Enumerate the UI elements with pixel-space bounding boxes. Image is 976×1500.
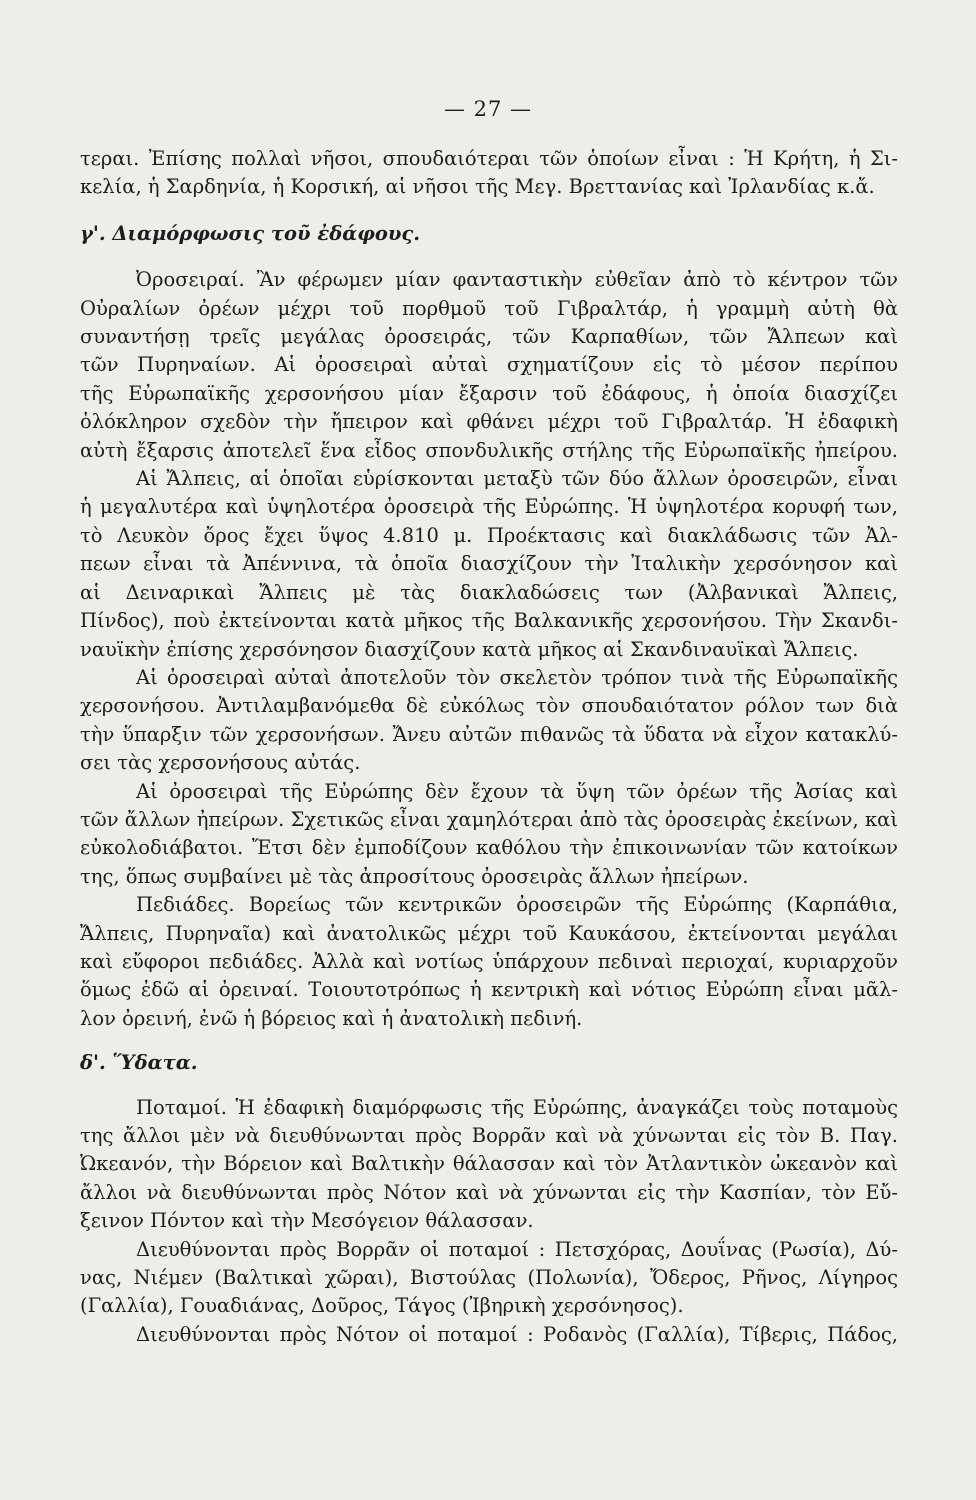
text-line: Πίνδος), ποὺ ἐκτείνονται κατὰ μῆκος τῆς Βαλκανικῆς χερσονήσου. Τὴν Σκανδι-: [80, 609, 898, 633]
text-line: τὴν ὕπαρξιν τῶν χερσονήσων. Ἄνευ αὐτῶν πιθανῶς τὰ ὕδατα νὰ εἶχον κατακλύ-: [80, 722, 898, 746]
text-line: Ἄλπεις, Πυρηναῖα) καὶ ἀνατολικῶς μέχρι τοῦ Καυκάσου, ἐκτείνονται μεγάλαι: [80, 921, 898, 945]
text-line: λον ὀρεινή, ἐνῶ ἡ βόρειος καὶ ἡ ἀνατολικὴ πεδινή.: [80, 1006, 583, 1030]
paragraph-south-rivers-start: Διευθύνονται πρὸς Νότον οἱ ποταμοί : Ροδανὸς (Γαλλία), Τίβερις, Πάδος,: [136, 1322, 898, 1346]
text-line: αἱ Δειναρικαὶ Ἄλπεις μὲ τὰς διακλαδώσεις των (Ἀλβανικαὶ Ἄλπεις,: [80, 580, 898, 604]
page-body: [80, 145, 898, 1349]
paragraph-skeleton-start: Αἱ ὀροσειραὶ αὐταὶ ἀποτελοῦν τὸν σκελετὸν τρόπον τινὰ τῆς Εὐρωπαϊκῆς: [136, 665, 898, 689]
paragraph-north-rivers-start: Διευθύνονται πρὸς Βορρᾶν οἱ ποταμοί : Πετσχόρας, Δουΐνας (Ρωσία), Δύ-: [136, 1237, 898, 1261]
text-line: αὐτὴ ἔξαρσις ἀποτελεῖ ἕνα εἶδος σπονδυλικῆς στήλης τῆς Εὐρωπαϊκῆς ἠπείρου.: [80, 438, 898, 462]
text-line: συναντήσῃ τρεῖς μεγάλας ὀροσειράς, τῶν Καρπαθίων, τῶν Ἄλπεων καὶ: [80, 325, 898, 349]
text-line: χερσονήσου. Ἀντιλαμβανόμεθα δὲ εὐκόλως τὸν σπουδαιότατον ρόλον των διὰ: [80, 694, 898, 718]
text-line: νας, Νιέμεν (Βαλτικαὶ χῶραι), Βιστούλας (Πολωνία), Ὄδερος, Ρῆνος, Λίγηρος: [80, 1266, 898, 1290]
text-line: Οὐραλίων ὀρέων μέχρι τοῦ πορθμοῦ τοῦ Γιβραλτάρ, ἡ γραμμὴ αὐτὴ θὰ: [80, 296, 898, 320]
text-line: τῆς Εὐρωπαϊκῆς χερσονήσου μίαν ἔξαρσιν τοῦ ἐδάφους, ἡ ὁποία διασχίζει: [80, 381, 898, 405]
text-line: ξεινον Πόντον καὶ τὴν Μεσόγειον θάλασσαν.: [80, 1209, 534, 1233]
text-line: ὁλόκληρον σχεδὸν τὴν ἤπειρον καὶ φθάνει μέχρι τοῦ Γιβραλτάρ. Ἡ ἐδαφικὴ: [80, 410, 898, 434]
section-heading-gamma: γ'. Διαμόρφωσις τοῦ ἐδάφους.: [80, 221, 421, 245]
paragraph-potamoi-start: Ποταμοί. Ἡ ἐδαφικὴ διαμόρφωσις τῆς Εὐρώπης, ἀναγκάζει τοὺς ποταμοὺς: [136, 1095, 898, 1119]
text-line: πεων εἶναι τὰ Ἀπέννινα, τὰ ὁποῖα διασχίζουν τὴν Ἰταλικὴν χερσόνησον καὶ: [80, 552, 898, 576]
text-line: (Γαλλία), Γουαδιάνας, Δοῦρος, Τάγος (Ἰβηρικὴ χερσόνησος).: [80, 1294, 684, 1318]
text-line: ὅμως ἐδῶ αἱ ὀρειναί. Τοιουτοτρόπως ἡ κεντρικὴ καὶ νότιος Εὐρώπη εἶναι μᾶλ-: [80, 978, 898, 1002]
text-line: καὶ εὔφοροι πεδιάδες. Ἀλλὰ καὶ νοτίως ὑπάρχουν πεδιναὶ περιοχαί, κυριαρχοῦν: [80, 949, 898, 973]
paragraph-heights-start: Αἱ ὀροσειραὶ τῆς Εὐρώπης δὲν ἔχουν τὰ ὕψη τῶν ὀρέων τῆς Ἀσίας καὶ: [136, 779, 898, 803]
text-line: κελία, ἡ Σαρδηνία, ἡ Κορσική, αἱ νῆσοι τῆς Μεγ. Βρεττανίας καὶ Ἰρλανδίας κ.ἄ.: [80, 175, 875, 199]
paragraph-alpeis-start: Αἱ Ἄλπεις, αἱ ὁποῖαι εὑρίσκονται μεταξὺ τῶν δύο ἄλλων ὀροσειρῶν, εἶναι: [136, 467, 898, 491]
text-line: ἡ μεγαλυτέρα καὶ ὑψηλοτέρα ὀροσειρὰ τῆς Εὐρώπης. Ἡ ὑψηλοτέρα κορυφή των,: [80, 495, 898, 519]
text-line: τῶν ἄλλων ἠπείρων. Σχετικῶς εἶναι χαμηλότεραι ἀπὸ τὰς ὀροσειρὰς ἐκείνων, καὶ: [80, 807, 898, 831]
page-number: — 27 —: [443, 97, 533, 121]
paragraph-pediades-start: Πεδιάδες. Βορείως τῶν κεντρικῶν ὀροσειρῶν τῆς Εὐρώπης (Καρπάθια,: [136, 893, 898, 917]
text-line: της ἄλλοι μὲν νὰ διευθύνωνται πρὸς Βορρᾶν καὶ νὰ χύνωνται εἰς τὸν Β. Παγ.: [80, 1124, 898, 1147]
text-line: τὸ Λευκὸν ὄρος ἔχει ὕψος 4.810 μ. Προέκτασις καὶ διακλάδωσις τῶν Ἀλ-: [80, 523, 898, 547]
paragraph-oroseirai-start: Ὀροσειραί. Ἂν φέρωμεν μίαν φανταστικὴν εὐθεῖαν ἀπὸ τὸ κέντρον τῶν: [136, 268, 898, 292]
section-heading-delta: δ'. Ὕδατα.: [80, 1051, 198, 1075]
text-line: εὐκολοδιάβατοι. Ἔτσι δὲν ἐμποδίζουν καθόλου τὴν ἐπικοινωνίαν τῶν κατοίκων: [80, 836, 898, 860]
text-line: της, ὅπως συμβαίνει μὲ τὰς ἀπροσίτους ὀροσειρὰς ἄλλων ἠπείρων.: [80, 864, 749, 888]
text-line: ἄλλοι νὰ διευθύνωνται πρὸς Νότον καὶ νὰ χύνωνται εἰς τὴν Κασπίαν, τὸν Εὔ-: [80, 1180, 898, 1204]
text-line: τεραι. Ἐπίσης πολλαὶ νῆσοι, σπουδαιότεραι τῶν ὁποίων εἶναι : Ἡ Κρήτη, ἡ Σι-: [80, 147, 898, 170]
text-line: σει τὰς χερσονήσους αὐτάς.: [80, 751, 361, 775]
text-line: Ὠκεανόν, τὴν Βόρειον καὶ Βαλτικὴν θάλασσαν καὶ τὸν Ἀτλαντικὸν ὠκεανὸν καὶ: [80, 1152, 898, 1176]
text-line: τῶν Πυρηναίων. Αἱ ὀροσειραὶ αὐταὶ σχηματίζουν εἰς τὸ μέσον περίπου: [80, 353, 898, 377]
text-line: ναυϊκὴν ἐπίσης χερσόνησον διασχίζουν κατὰ μῆκος αἱ Σκανδιναυϊκαὶ Ἄλπεις.: [80, 637, 859, 661]
